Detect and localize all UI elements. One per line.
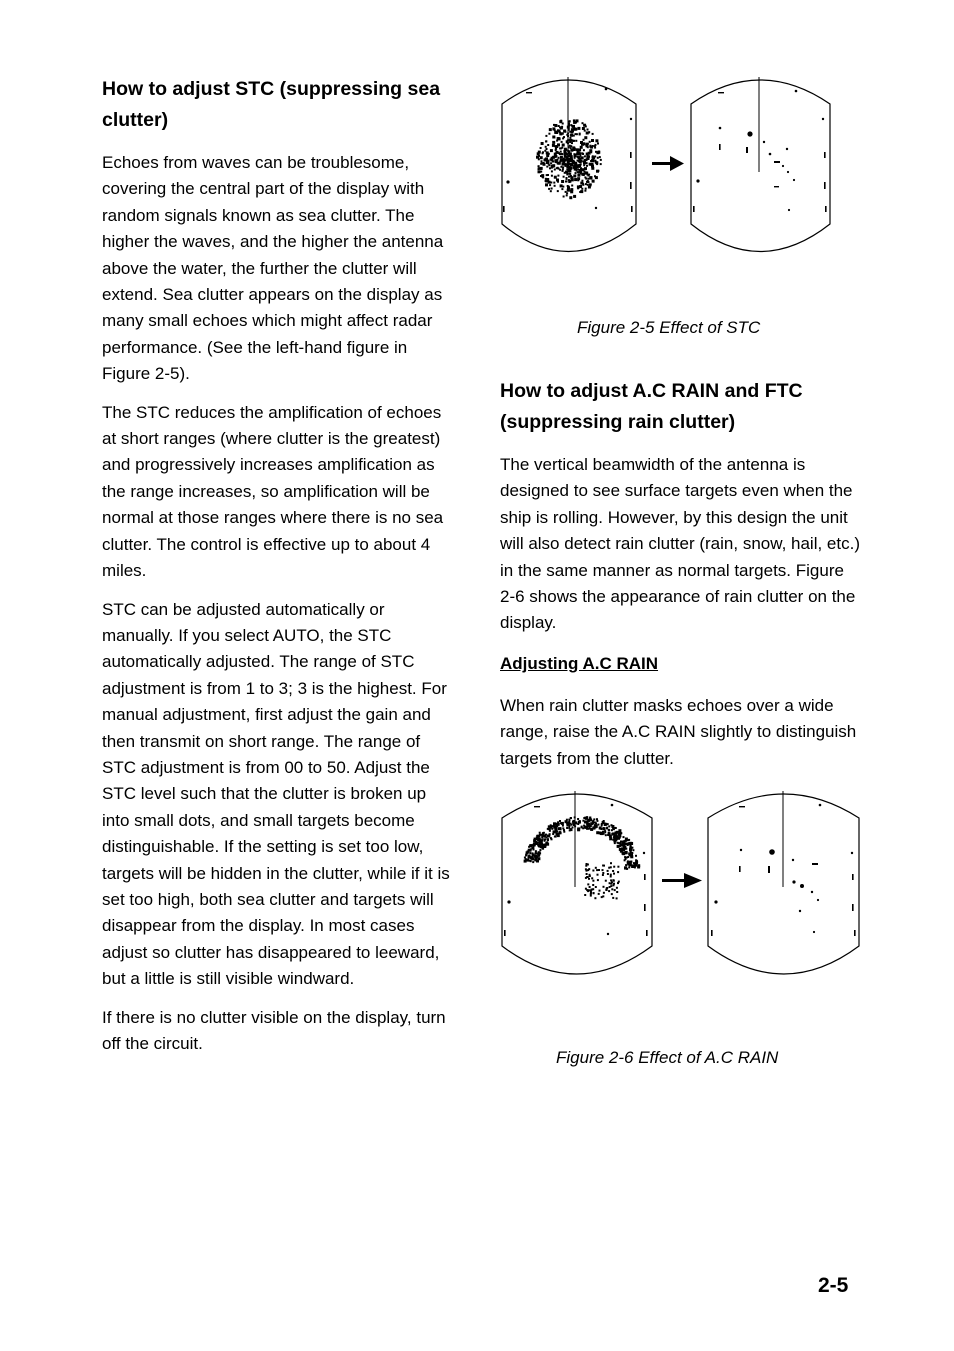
radar-display-before-acrain — [502, 791, 652, 974]
acrain-figure-illustration — [498, 788, 862, 982]
radar-display-after-stc — [691, 77, 830, 252]
sea-clutter-pattern — [536, 119, 602, 199]
right-column — [500, 376, 860, 784]
arrow-icon — [662, 873, 702, 888]
arrow-icon — [652, 156, 684, 171]
acrain-paragraph: The vertical beamwidth of the antenna is designed to see surface targets even when the ship is rolling. However, by this design the unit will also detect rain clutter (rain, snow, hail, etc.) in the same manner as normal targets. Figure 2-6 shows the appearance of rain clutter on the display. — [500, 455, 860, 633]
page-number: 2-5 — [818, 1274, 849, 1297]
radar-display-after-acrain — [708, 791, 859, 974]
figure-2-6 — [498, 788, 862, 982]
adjusting-acrain-paragraph: When rain clutter masks echoes over a wide range, raise the A.C RAIN slightly to distinguish targets from the clutter. — [500, 695, 857, 768]
figure-2-5-caption: Figure 2-5 Effect of STC — [577, 318, 761, 337]
rain-clutter-pattern — [524, 816, 641, 899]
stc-paragraph-2: The STC reduces the amplification of echoes at short ranges (where clutter is the greatest) and progressively increases amplification as the range increases, so amplification will be normal at those ranges where there is no sea clutter. The control is effective up to about 4 miles. — [102, 402, 444, 581]
stc-figure-illustration — [498, 74, 838, 258]
stc-paragraph-4: If there is no clutter visible on the display, turn off the circuit. — [102, 1007, 446, 1053]
acrain-heading: How to adjust A.C RAIN and FTC (suppressing rain clutter) — [500, 380, 803, 433]
stc-heading: How to adjust STC (suppressing sea clutter) — [102, 78, 441, 131]
adjusting-acrain-subheading: Adjusting A.C RAIN — [500, 653, 659, 673]
left-column — [102, 74, 458, 1069]
figure-2-6-caption: Figure 2-6 Effect of A.C RAIN — [556, 1048, 779, 1067]
stc-paragraph-1: Echoes from waves can be troublesome, covering the central part of the display with random signals known as sea clutter. The higher the waves, and the higher the antenna above the water, the further the clutter will extend. Sea clutter appears on the display as many small echoes which might affect radar performance. (See the left-hand figure in Figure 2-5). — [102, 153, 444, 384]
stc-paragraph-3: STC can be adjusted automatically or manually. If you select AUTO, the STC automatically adjusted. The range of STC adjustment is from 1 to 3; 3 is the highest. For manual adjustment, first adjust the gain and then transmit on short range. The range of STC adjustment is from 00 to 50. Adjust the STC level such that the clutter is broken up into small dots, and small targets become distinguishable. If the setting is set too low, targets will be hidden in the clutter, while if it is set too high, both sea clutter and targets will disappear from the display. In most cases adjust so clutter has disappeared to leeward, but a little is still visible windward. — [102, 599, 450, 989]
figure-2-5 — [498, 74, 838, 258]
radar-display-before-stc — [502, 77, 636, 252]
